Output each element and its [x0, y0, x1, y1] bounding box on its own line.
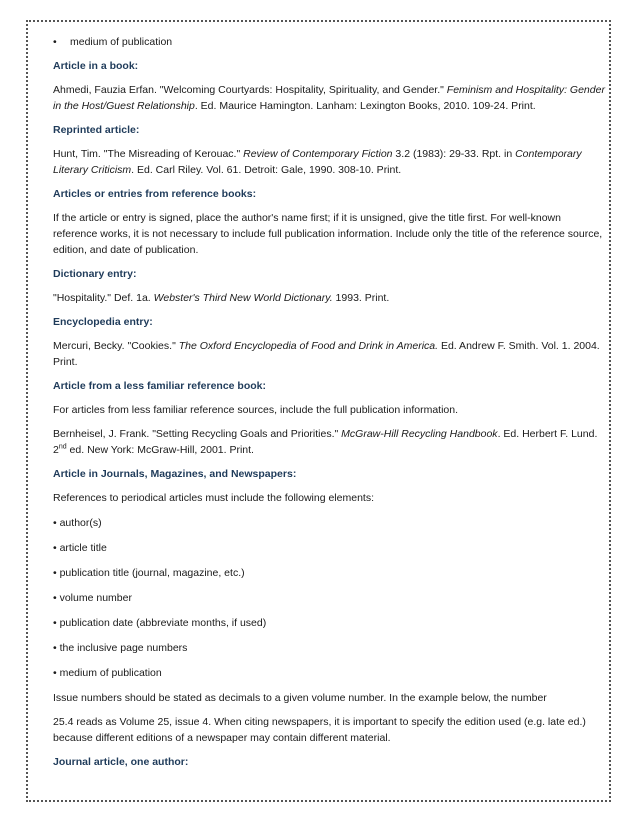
body-paragraph: If the article or entry is signed, place the author's name first; if it is unsigned, give the title first. For well-known reference works, it is not necessary to include full publication information. Include only the title of the reference source, edition, and date of publication. — [53, 212, 603, 256]
list-item: • author(s) — [53, 517, 102, 529]
section-heading: Article from a less familiar reference book: — [53, 380, 266, 392]
section-heading: Articles or entries from reference books: — [53, 188, 257, 200]
list-item: • publication title (journal, magazine, etc.) — [53, 567, 245, 579]
list-item: • article title — [53, 542, 107, 554]
section-heading: Reprinted article: — [53, 124, 140, 136]
list-item: • medium of publication — [53, 36, 173, 48]
body-paragraph: References to periodical articles must include the following elements: — [53, 492, 374, 504]
section-heading: Journal article, one author: — [53, 756, 189, 768]
list-item: • volume number — [53, 592, 132, 604]
citation-entry: Hunt, Tim. "The Misreading of Kerouac." Review of Contemporary Fiction 3.2 (1983): 29-33. Rpt. in Contemporary Literary Criticism. Ed. Carl Riley. Vol. 61. Detroit: Gale, 1990. 308-10. Print. — [53, 148, 582, 176]
citation-entry: Ahmedi, Fauzia Erfan. "Welcoming Courtyards: Hospitality, Spirituality, and Gender." Feminism and Hospitality: Gender in the Host/Guest Relationship. Ed. Maurice Hamington. Lanham: Lexington Books, 2010. 109-24. Print. — [53, 84, 605, 112]
section-heading: Article in Journals, Magazines, and Newspapers: — [53, 468, 297, 480]
list-item: • publication date (abbreviate months, if used) — [53, 617, 267, 629]
citation-entry: Bernheisel, J. Frank. "Setting Recycling Goals and Priorities." McGraw-Hill Recycling Handbook. Ed. Herbert F. Lund. 2nd ed. New York: McGraw-Hill, 2001. Print. — [53, 428, 598, 456]
section-heading: Article in a book: — [53, 60, 139, 72]
bullet-icon: • — [53, 36, 57, 48]
body-paragraph: For articles from less familiar reference sources, include the full publication information. — [53, 404, 459, 416]
list-item: • medium of publication — [53, 667, 162, 679]
section-heading: Encyclopedia entry: — [53, 316, 153, 328]
section-heading: Dictionary entry: — [53, 268, 137, 280]
body-paragraph: Issue numbers should be stated as decimals to a given volume number. In the example below, the number — [53, 692, 547, 704]
citation-entry: "Hospitality." Def. 1a. Webster's Third New World Dictionary. 1993. Print. — [53, 292, 390, 304]
body-paragraph: 25.4 reads as Volume 25, issue 4. When citing newspapers, it is important to specify the edition used (e.g. late ed.) because different editions of a newspaper may contain different material. — [53, 716, 586, 744]
list-item: • the inclusive page numbers — [53, 642, 188, 654]
document-body — [53, 34, 606, 770]
citation-entry: Mercuri, Becky. "Cookies." The Oxford Encyclopedia of Food and Drink in America. Ed. Andrew F. Smith. Vol. 1. 2004. Print. — [53, 340, 600, 368]
